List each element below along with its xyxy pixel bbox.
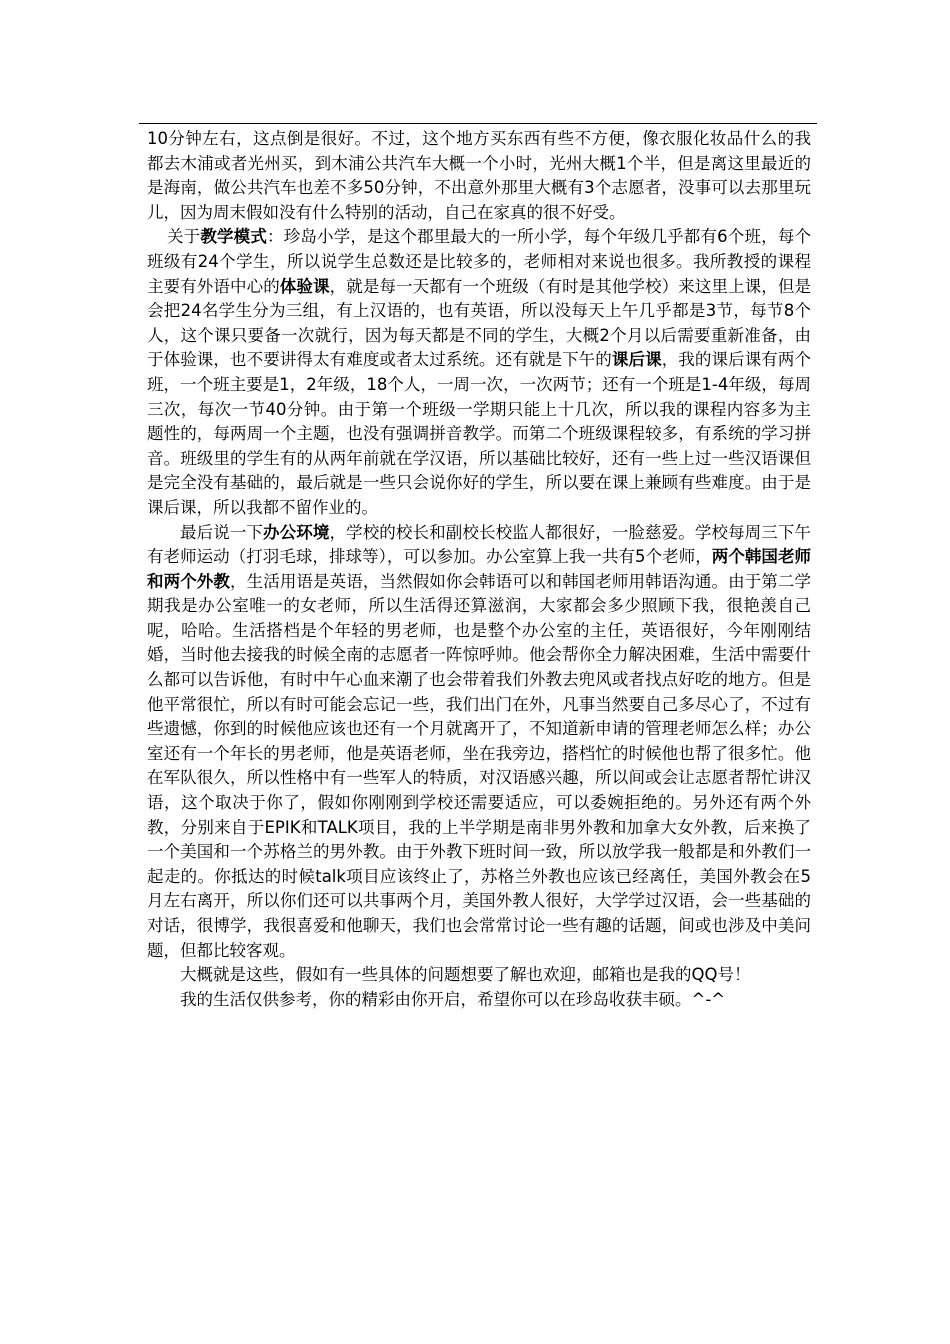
paragraph-contact [147,963,811,988]
bold-heading-teaching-mode: 教学模式 [200,227,268,247]
text-run: 关于 [167,227,201,247]
text-run: 10分钟左右，这点倒是很好。不过，这个地方买东西有些不方便，像衣服化妆品什么的我都去木浦或者光州买，到木浦公共汽车大概一个小时，光州大概1个半，但是离这里最近的是海南，做公共汽车也差不多50分钟，不出意外那里大概有3个志愿者，没事可以去那里玩儿，因为周末假如没有什么特别的活动，自己在家真的很不好受。 [147,129,811,222]
text-run: ，就是每一天都有一个班级（有时是其他学校）来这里上课，但是会把24名学生分为三组，有上汉语的，也有英语，所以没每天上午几乎都是3节，每节8个人，这个课只要备一次就行，因为每天都是不同的学生，大概2个月以后需要重新准备，由于体验课，也不要讲得太有难度或者太过系统。还有就是下午的 [147,276,812,370]
header-rule [139,123,817,124]
text-run: 最后说一下 [180,522,264,542]
text-run: ，我的课后课有两个班，一个班主要是1，2年级，18个人，一周一次，一次两节；还有一个班是1-4年级，每周三次，每次一节40分钟。由于第一个班级一学期只能上十几次，所以我的课程内容多为主题性的，每两周一个主题，也没有强调拼音教学。而第二个班级课程较多，有系统的学习拼音。班级里的学生有的从两年前就在学汉语，所以基础比较好，还有一些上过一些汉语课但是完全没有基础的，最后就是一些只会说你好的学生，所以要在课上兼顾有些难度。由于是课后课，所以我都不留作业的。 [147,350,812,517]
paragraph-closing [147,988,811,1013]
document-body [147,127,811,1012]
paragraph-office-environment [147,521,811,964]
text-run: 大概就是这些，假如有一些具体的问题想要了解也欢迎，邮箱也是我的QQ号！ [180,965,751,985]
text-run: 我的生活仅供参考，你的精彩由你开启，希望你可以在珍岛收获丰硕。^-^ [180,989,726,1009]
bold-term-colleagues: 两个韩国老师和两个外教 [147,547,812,591]
paragraph-teaching-mode [147,225,811,520]
text-run: ，生活用语是英语，当然假如你会韩语可以和韩国老师用韩语沟通。由于第二学期我是办公室唯一的女老师，所以生活得还算滋润，大家都会多少照顾下我，很艳羡自己呢，哈哈。生活搭档是个年轻的男老师，也是整个办公室的主任，英语很好，今年刚刚结婚，当时他去接我的时候全南的志愿者一阵惊呼帅。他会帮你全力解决困难，生活中需要什么都可以告诉他，有时中午心血来潮了也会带着我们外教去兜风或者找点好吃的地方。但是他平常很忙，所以有时可能会忘记一些，我们出门在外，凡事当然要自己多尽心了，不过有些遗憾，你到的时候他应该也还有一个月就离开了，不知道新申请的管理老师怎么样；办公室还有一个年长的男老师，他是英语老师，坐在我旁边，搭档忙的时候他也帮了很多忙。他在军队很久，所以性格中有一些军人的特质，对汉语感兴趣，所以间或会让志愿者帮忙讲汉语，这个取决于你了，假如你刚刚到学校还需要适应，可以委婉拒绝的。另外还有两个外教，分别来自于EPIK和TALK项目，我的上半学期是南非男外教和加拿大女外教，后来换了一个美国和一个苏格兰的男外教。由于外教下班时间一致，所以放学我一般都是和外教们一起走的。你抵达的时候talk项目应该终止了，苏格兰外教也应该已经离任，美国外教会在5月左右离开，所以你们还可以共事两个月，美国外教人很好，大学学过汉语，会一些基础的对话，很博学，我很喜爱和他聊天，我们也会常常讨论一些有趣的话题，间或也涉及中美问题，但都比较客观。 [147,571,812,960]
text-run: ：珍岛小学，是这个郡里最大的一所小学，每个年级几乎都有6个班，每个班级有24个学生，所以说学生总数还是比较多的，老师相对来说也很多。我所教授的课程主要有外语中心的 [147,227,812,296]
bold-heading-office-environment: 办公环境 [263,522,330,542]
bold-term-after-school-class: 课后课 [611,350,662,370]
bold-term-experience-class: 体验课 [279,276,330,296]
text-run: ，学校的校长和副校长校监人都很好，一脸慈爱。学校每周三下午有老师运动（打羽毛球，排球等），可以参加。办公室算上我一共有5个老师， [147,522,812,567]
paragraph-transport [147,127,811,225]
